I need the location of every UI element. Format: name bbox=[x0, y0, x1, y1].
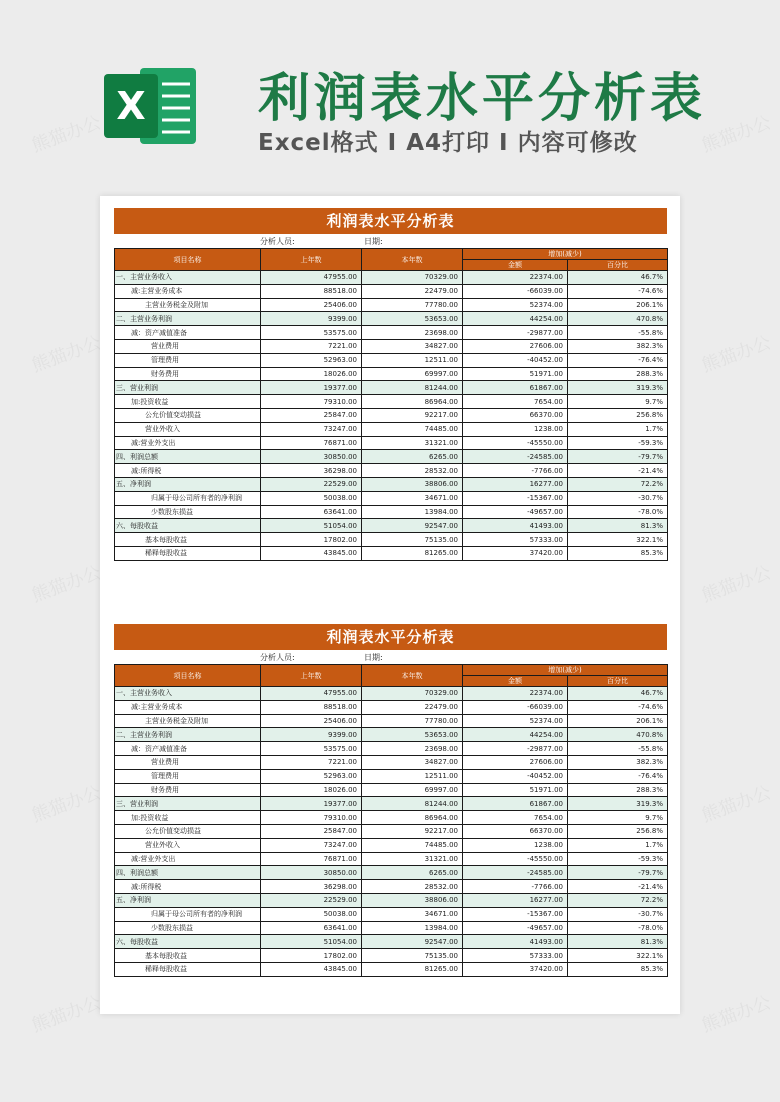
last-year-cell: 18026.00 bbox=[261, 783, 362, 797]
change-percent-cell: -21.4% bbox=[568, 880, 668, 894]
last-year-cell: 19377.00 bbox=[261, 797, 362, 811]
change-percent-cell: 46.7% bbox=[568, 271, 668, 285]
item-name-cell: 归属于母公司所有者的净利润 bbox=[115, 491, 261, 505]
change-percent-cell: -79.7% bbox=[568, 450, 668, 464]
analyst-label: 分析人员: bbox=[260, 653, 295, 662]
change-percent-cell: -59.3% bbox=[568, 852, 668, 866]
change-amount-cell: -15367.00 bbox=[463, 907, 568, 921]
change-amount-cell: -29877.00 bbox=[463, 326, 568, 340]
change-amount-cell: 66370.00 bbox=[463, 824, 568, 838]
this-year-cell: 75135.00 bbox=[362, 949, 463, 963]
watermark: 熊猫办公 bbox=[699, 992, 774, 1037]
this-year-cell: 75135.00 bbox=[362, 533, 463, 547]
change-amount-cell: -49657.00 bbox=[463, 505, 568, 519]
change-amount-cell: -40452.00 bbox=[463, 353, 568, 367]
this-year-cell: 22479.00 bbox=[362, 700, 463, 714]
table-row bbox=[115, 852, 668, 866]
last-year-cell: 79310.00 bbox=[261, 811, 362, 825]
change-percent-cell: -30.7% bbox=[568, 491, 668, 505]
last-year-cell: 25406.00 bbox=[261, 298, 362, 312]
sheet-meta bbox=[114, 650, 667, 664]
table-row bbox=[115, 949, 668, 963]
change-percent-cell: 85.3% bbox=[568, 962, 668, 976]
this-year-cell: 12511.00 bbox=[362, 769, 463, 783]
change-amount-cell: 41493.00 bbox=[463, 935, 568, 949]
this-year-cell: 34827.00 bbox=[362, 755, 463, 769]
change-percent-cell: -55.8% bbox=[568, 326, 668, 340]
change-amount-cell: 51971.00 bbox=[463, 783, 568, 797]
this-year-cell: 74485.00 bbox=[362, 838, 463, 852]
item-name-cell: 稀释每股收益 bbox=[115, 962, 261, 976]
this-year-cell: 69997.00 bbox=[362, 367, 463, 381]
col-header-item: 项目名称 bbox=[115, 249, 261, 271]
last-year-cell: 76871.00 bbox=[261, 436, 362, 450]
this-year-cell: 12511.00 bbox=[362, 353, 463, 367]
table-row bbox=[115, 284, 668, 298]
change-percent-cell: 1.7% bbox=[568, 838, 668, 852]
item-name-cell: 基本每股收益 bbox=[115, 949, 261, 963]
item-name-cell: 减：资产减值准备 bbox=[115, 742, 261, 756]
table-row bbox=[115, 797, 668, 811]
table-row bbox=[115, 700, 668, 714]
change-percent-cell: -59.3% bbox=[568, 436, 668, 450]
item-name-cell: 减:营业外支出 bbox=[115, 852, 261, 866]
analysis-sheet bbox=[114, 624, 667, 977]
item-name-cell: 减:营业外支出 bbox=[115, 436, 261, 450]
change-percent-cell: 81.3% bbox=[568, 519, 668, 533]
this-year-cell: 74485.00 bbox=[362, 422, 463, 436]
col-header-amount: 金额 bbox=[463, 260, 568, 271]
change-percent-cell: -21.4% bbox=[568, 464, 668, 478]
item-name-cell: 主营业务税金及附加 bbox=[115, 714, 261, 728]
change-percent-cell: 288.3% bbox=[568, 783, 668, 797]
last-year-cell: 88518.00 bbox=[261, 700, 362, 714]
col-header-change: 增加(减少) bbox=[463, 665, 668, 676]
item-name-cell: 六、每股收益 bbox=[115, 519, 261, 533]
table-row bbox=[115, 271, 668, 285]
table-row bbox=[115, 408, 668, 422]
change-percent-cell: 206.1% bbox=[568, 298, 668, 312]
item-name-cell: 稀释每股收益 bbox=[115, 546, 261, 560]
change-amount-cell: 51971.00 bbox=[463, 367, 568, 381]
item-name-cell: 加:投资收益 bbox=[115, 811, 261, 825]
table-row bbox=[115, 921, 668, 935]
item-name-cell: 二、主营业务利润 bbox=[115, 728, 261, 742]
change-amount-cell: -49657.00 bbox=[463, 921, 568, 935]
table-row bbox=[115, 312, 668, 326]
this-year-cell: 86964.00 bbox=[362, 811, 463, 825]
change-percent-cell: 72.2% bbox=[568, 477, 668, 491]
col-header-change: 增加(减少) bbox=[463, 249, 668, 260]
item-name-cell: 减：资产减值准备 bbox=[115, 326, 261, 340]
change-amount-cell: 1238.00 bbox=[463, 422, 568, 436]
this-year-cell: 77780.00 bbox=[362, 714, 463, 728]
last-year-cell: 7221.00 bbox=[261, 755, 362, 769]
last-year-cell: 9399.00 bbox=[261, 728, 362, 742]
last-year-cell: 51054.00 bbox=[261, 935, 362, 949]
item-name-cell: 营业费用 bbox=[115, 755, 261, 769]
watermark: 熊猫办公 bbox=[29, 992, 104, 1037]
date-label: 日期: bbox=[364, 653, 383, 662]
change-amount-cell: 52374.00 bbox=[463, 298, 568, 312]
item-name-cell: 归属于母公司所有者的净利润 bbox=[115, 907, 261, 921]
change-percent-cell: 288.3% bbox=[568, 367, 668, 381]
item-name-cell: 营业外收入 bbox=[115, 838, 261, 852]
change-amount-cell: 61867.00 bbox=[463, 797, 568, 811]
table-row bbox=[115, 728, 668, 742]
change-amount-cell: 52374.00 bbox=[463, 714, 568, 728]
item-name-cell: 减:所得税 bbox=[115, 880, 261, 894]
change-percent-cell: -78.0% bbox=[568, 921, 668, 935]
last-year-cell: 25406.00 bbox=[261, 714, 362, 728]
table-row bbox=[115, 687, 668, 701]
change-percent-cell: 85.3% bbox=[568, 546, 668, 560]
change-amount-cell: -45550.00 bbox=[463, 852, 568, 866]
item-name-cell: 财务费用 bbox=[115, 367, 261, 381]
change-amount-cell: 44254.00 bbox=[463, 312, 568, 326]
this-year-cell: 81244.00 bbox=[362, 381, 463, 395]
item-name-cell: 五、净利润 bbox=[115, 893, 261, 907]
change-amount-cell: 27606.00 bbox=[463, 755, 568, 769]
this-year-cell: 22479.00 bbox=[362, 284, 463, 298]
change-amount-cell: 7654.00 bbox=[463, 811, 568, 825]
table-row bbox=[115, 714, 668, 728]
table-row bbox=[115, 811, 668, 825]
change-amount-cell: 37420.00 bbox=[463, 962, 568, 976]
sheet-meta bbox=[114, 234, 667, 248]
item-name-cell: 四、利润总额 bbox=[115, 866, 261, 880]
table-row bbox=[115, 450, 668, 464]
change-amount-cell: 16277.00 bbox=[463, 477, 568, 491]
change-percent-cell: 470.8% bbox=[568, 728, 668, 742]
this-year-cell: 28532.00 bbox=[362, 464, 463, 478]
this-year-cell: 81265.00 bbox=[362, 962, 463, 976]
item-name-cell: 财务费用 bbox=[115, 783, 261, 797]
table-row bbox=[115, 505, 668, 519]
col-header-last-year: 上年数 bbox=[261, 249, 362, 271]
table-row bbox=[115, 935, 668, 949]
page-title: 利润表水平分析表 bbox=[258, 69, 707, 129]
item-name-cell: 减:主营业务成本 bbox=[115, 700, 261, 714]
watermark: 熊猫办公 bbox=[699, 782, 774, 827]
last-year-cell: 47955.00 bbox=[261, 687, 362, 701]
last-year-cell: 22529.00 bbox=[261, 477, 362, 491]
change-amount-cell: -29877.00 bbox=[463, 742, 568, 756]
col-header-last-year: 上年数 bbox=[261, 665, 362, 687]
sheet-title: 利润表水平分析表 bbox=[114, 624, 667, 650]
last-year-cell: 79310.00 bbox=[261, 395, 362, 409]
table-row bbox=[115, 339, 668, 353]
last-year-cell: 47955.00 bbox=[261, 271, 362, 285]
table-row bbox=[115, 395, 668, 409]
this-year-cell: 28532.00 bbox=[362, 880, 463, 894]
table-row bbox=[115, 491, 668, 505]
table-row bbox=[115, 436, 668, 450]
item-name-cell: 公允价值变动损益 bbox=[115, 824, 261, 838]
last-year-cell: 17802.00 bbox=[261, 949, 362, 963]
table-row bbox=[115, 464, 668, 478]
last-year-cell: 22529.00 bbox=[261, 893, 362, 907]
item-name-cell: 基本每股收益 bbox=[115, 533, 261, 547]
table-row bbox=[115, 533, 668, 547]
this-year-cell: 34671.00 bbox=[362, 907, 463, 921]
change-amount-cell: 57333.00 bbox=[463, 533, 568, 547]
item-name-cell: 二、主营业务利润 bbox=[115, 312, 261, 326]
watermark: 熊猫办公 bbox=[29, 782, 104, 827]
change-percent-cell: 319.3% bbox=[568, 381, 668, 395]
change-amount-cell: -45550.00 bbox=[463, 436, 568, 450]
last-year-cell: 51054.00 bbox=[261, 519, 362, 533]
change-percent-cell: 322.1% bbox=[568, 533, 668, 547]
this-year-cell: 53653.00 bbox=[362, 728, 463, 742]
change-amount-cell: 22374.00 bbox=[463, 687, 568, 701]
table-row bbox=[115, 893, 668, 907]
change-percent-cell: -76.4% bbox=[568, 769, 668, 783]
table-row bbox=[115, 298, 668, 312]
change-amount-cell: -40452.00 bbox=[463, 769, 568, 783]
change-amount-cell: 37420.00 bbox=[463, 546, 568, 560]
change-percent-cell: -79.7% bbox=[568, 866, 668, 880]
excel-logo-icon bbox=[100, 60, 200, 152]
change-percent-cell: 81.3% bbox=[568, 935, 668, 949]
last-year-cell: 63641.00 bbox=[261, 921, 362, 935]
this-year-cell: 81244.00 bbox=[362, 797, 463, 811]
item-name-cell: 三、营业利润 bbox=[115, 381, 261, 395]
watermark: 熊猫办公 bbox=[29, 112, 104, 157]
this-year-cell: 70329.00 bbox=[362, 687, 463, 701]
item-name-cell: 四、利润总额 bbox=[115, 450, 261, 464]
last-year-cell: 30850.00 bbox=[261, 450, 362, 464]
change-amount-cell: 66370.00 bbox=[463, 408, 568, 422]
this-year-cell: 38806.00 bbox=[362, 477, 463, 491]
this-year-cell: 92217.00 bbox=[362, 408, 463, 422]
table-row bbox=[115, 353, 668, 367]
change-percent-cell: 9.7% bbox=[568, 395, 668, 409]
table-row bbox=[115, 326, 668, 340]
last-year-cell: 9399.00 bbox=[261, 312, 362, 326]
change-amount-cell: -66039.00 bbox=[463, 284, 568, 298]
last-year-cell: 18026.00 bbox=[261, 367, 362, 381]
change-amount-cell: 57333.00 bbox=[463, 949, 568, 963]
change-percent-cell: 9.7% bbox=[568, 811, 668, 825]
this-year-cell: 13984.00 bbox=[362, 505, 463, 519]
table-row bbox=[115, 962, 668, 976]
this-year-cell: 23698.00 bbox=[362, 742, 463, 756]
change-percent-cell: 470.8% bbox=[568, 312, 668, 326]
table-row bbox=[115, 742, 668, 756]
change-amount-cell: -24585.00 bbox=[463, 450, 568, 464]
this-year-cell: 6265.00 bbox=[362, 450, 463, 464]
last-year-cell: 7221.00 bbox=[261, 339, 362, 353]
change-amount-cell: 41493.00 bbox=[463, 519, 568, 533]
this-year-cell: 70329.00 bbox=[362, 271, 463, 285]
item-name-cell: 少数股东损益 bbox=[115, 505, 261, 519]
change-percent-cell: 206.1% bbox=[568, 714, 668, 728]
change-amount-cell: 7654.00 bbox=[463, 395, 568, 409]
document-page bbox=[100, 196, 680, 1014]
table-row bbox=[115, 783, 668, 797]
last-year-cell: 43845.00 bbox=[261, 546, 362, 560]
col-header-this-year: 本年数 bbox=[362, 665, 463, 687]
table-row bbox=[115, 422, 668, 436]
item-name-cell: 减:所得税 bbox=[115, 464, 261, 478]
this-year-cell: 69997.00 bbox=[362, 783, 463, 797]
change-amount-cell: -7766.00 bbox=[463, 880, 568, 894]
last-year-cell: 76871.00 bbox=[261, 852, 362, 866]
last-year-cell: 53575.00 bbox=[261, 326, 362, 340]
change-percent-cell: 322.1% bbox=[568, 949, 668, 963]
this-year-cell: 92547.00 bbox=[362, 519, 463, 533]
item-name-cell: 五、净利润 bbox=[115, 477, 261, 491]
change-percent-cell: 382.3% bbox=[568, 755, 668, 769]
last-year-cell: 43845.00 bbox=[261, 962, 362, 976]
this-year-cell: 92217.00 bbox=[362, 824, 463, 838]
this-year-cell: 81265.00 bbox=[362, 546, 463, 560]
last-year-cell: 52963.00 bbox=[261, 353, 362, 367]
last-year-cell: 50038.00 bbox=[261, 491, 362, 505]
this-year-cell: 6265.00 bbox=[362, 866, 463, 880]
last-year-cell: 73247.00 bbox=[261, 422, 362, 436]
change-amount-cell: 16277.00 bbox=[463, 893, 568, 907]
item-name-cell: 公允价值变动损益 bbox=[115, 408, 261, 422]
col-header-amount: 金额 bbox=[463, 676, 568, 687]
sheet-title: 利润表水平分析表 bbox=[114, 208, 667, 234]
this-year-cell: 77780.00 bbox=[362, 298, 463, 312]
item-name-cell: 管理费用 bbox=[115, 769, 261, 783]
change-percent-cell: 382.3% bbox=[568, 339, 668, 353]
table-row bbox=[115, 381, 668, 395]
item-name-cell: 六、每股收益 bbox=[115, 935, 261, 949]
table-row bbox=[115, 477, 668, 491]
change-percent-cell: 256.8% bbox=[568, 408, 668, 422]
item-name-cell: 少数股东损益 bbox=[115, 921, 261, 935]
change-percent-cell: 1.7% bbox=[568, 422, 668, 436]
income-analysis-table bbox=[114, 664, 668, 977]
change-percent-cell: -76.4% bbox=[568, 353, 668, 367]
this-year-cell: 53653.00 bbox=[362, 312, 463, 326]
watermark: 熊猫办公 bbox=[29, 332, 104, 377]
this-year-cell: 13984.00 bbox=[362, 921, 463, 935]
watermark: 熊猫办公 bbox=[699, 112, 774, 157]
analyst-label: 分析人员: bbox=[260, 237, 295, 246]
table-row bbox=[115, 838, 668, 852]
this-year-cell: 34671.00 bbox=[362, 491, 463, 505]
item-name-cell: 管理费用 bbox=[115, 353, 261, 367]
page-header bbox=[0, 0, 780, 190]
col-header-percent: 百分比 bbox=[568, 260, 668, 271]
table-row bbox=[115, 824, 668, 838]
change-amount-cell: 22374.00 bbox=[463, 271, 568, 285]
item-name-cell: 加:投资收益 bbox=[115, 395, 261, 409]
watermark: 熊猫办公 bbox=[699, 332, 774, 377]
date-label: 日期: bbox=[364, 237, 383, 246]
table-row bbox=[115, 755, 668, 769]
change-percent-cell: 319.3% bbox=[568, 797, 668, 811]
last-year-cell: 19377.00 bbox=[261, 381, 362, 395]
last-year-cell: 36298.00 bbox=[261, 880, 362, 894]
change-percent-cell: -74.6% bbox=[568, 284, 668, 298]
this-year-cell: 38806.00 bbox=[362, 893, 463, 907]
item-name-cell: 减:主营业务成本 bbox=[115, 284, 261, 298]
change-amount-cell: 27606.00 bbox=[463, 339, 568, 353]
item-name-cell: 营业费用 bbox=[115, 339, 261, 353]
table-row bbox=[115, 546, 668, 560]
table-row bbox=[115, 519, 668, 533]
watermark: 熊猫办公 bbox=[29, 562, 104, 607]
last-year-cell: 53575.00 bbox=[261, 742, 362, 756]
change-amount-cell: 44254.00 bbox=[463, 728, 568, 742]
change-amount-cell: -15367.00 bbox=[463, 491, 568, 505]
change-percent-cell: 72.2% bbox=[568, 893, 668, 907]
last-year-cell: 25847.00 bbox=[261, 824, 362, 838]
col-header-item: 项目名称 bbox=[115, 665, 261, 687]
item-name-cell: 营业外收入 bbox=[115, 422, 261, 436]
table-row bbox=[115, 907, 668, 921]
change-percent-cell: 256.8% bbox=[568, 824, 668, 838]
change-amount-cell: 1238.00 bbox=[463, 838, 568, 852]
svg-text:X: X bbox=[116, 84, 146, 128]
table-row bbox=[115, 880, 668, 894]
change-percent-cell: -78.0% bbox=[568, 505, 668, 519]
last-year-cell: 88518.00 bbox=[261, 284, 362, 298]
last-year-cell: 25847.00 bbox=[261, 408, 362, 422]
change-percent-cell: -74.6% bbox=[568, 700, 668, 714]
last-year-cell: 63641.00 bbox=[261, 505, 362, 519]
last-year-cell: 30850.00 bbox=[261, 866, 362, 880]
this-year-cell: 31321.00 bbox=[362, 436, 463, 450]
this-year-cell: 86964.00 bbox=[362, 395, 463, 409]
watermark: 熊猫办公 bbox=[699, 562, 774, 607]
analysis-sheet bbox=[114, 208, 667, 561]
change-amount-cell: 61867.00 bbox=[463, 381, 568, 395]
change-amount-cell: -24585.00 bbox=[463, 866, 568, 880]
change-amount-cell: -7766.00 bbox=[463, 464, 568, 478]
income-analysis-table bbox=[114, 248, 668, 561]
last-year-cell: 50038.00 bbox=[261, 907, 362, 921]
this-year-cell: 34827.00 bbox=[362, 339, 463, 353]
change-percent-cell: 46.7% bbox=[568, 687, 668, 701]
page-subtitle: Excel格式 I A4打印 I 内容可修改 bbox=[258, 130, 638, 156]
this-year-cell: 92547.00 bbox=[362, 935, 463, 949]
col-header-percent: 百分比 bbox=[568, 676, 668, 687]
item-name-cell: 三、营业利润 bbox=[115, 797, 261, 811]
item-name-cell: 主营业务税金及附加 bbox=[115, 298, 261, 312]
change-amount-cell: -66039.00 bbox=[463, 700, 568, 714]
table-row bbox=[115, 866, 668, 880]
this-year-cell: 31321.00 bbox=[362, 852, 463, 866]
table-row bbox=[115, 367, 668, 381]
last-year-cell: 73247.00 bbox=[261, 838, 362, 852]
col-header-this-year: 本年数 bbox=[362, 249, 463, 271]
last-year-cell: 17802.00 bbox=[261, 533, 362, 547]
table-row bbox=[115, 769, 668, 783]
last-year-cell: 36298.00 bbox=[261, 464, 362, 478]
item-name-cell: 一、主营业务收入 bbox=[115, 271, 261, 285]
item-name-cell: 一、主营业务收入 bbox=[115, 687, 261, 701]
this-year-cell: 23698.00 bbox=[362, 326, 463, 340]
last-year-cell: 52963.00 bbox=[261, 769, 362, 783]
change-percent-cell: -30.7% bbox=[568, 907, 668, 921]
change-percent-cell: -55.8% bbox=[568, 742, 668, 756]
